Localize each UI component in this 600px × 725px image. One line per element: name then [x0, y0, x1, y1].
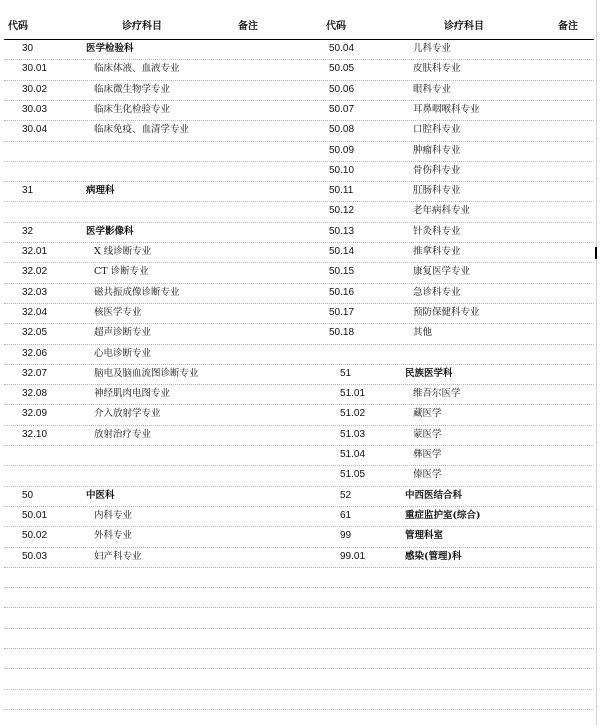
left-row-dept: 磁共振成像诊断专业 — [94, 287, 180, 298]
left-row-code: 30.03 — [22, 104, 48, 115]
right-row-code: 50.15 — [329, 266, 355, 277]
right-row-dept: 蒙医学 — [413, 429, 442, 440]
right-row-dept: 肛肠科专业 — [413, 185, 461, 196]
right-row-dept: 感染(管理)科 — [405, 551, 462, 562]
left-row-dept: 介入放射学专业 — [94, 408, 161, 419]
left-row-code: 30.02 — [22, 84, 48, 95]
row-separator — [4, 689, 594, 690]
left-row-dept: 妇产科专业 — [94, 551, 142, 562]
right-row-dept: 民族医学科 — [405, 368, 453, 379]
left-row-code: 32.08 — [22, 388, 48, 399]
row-separator — [4, 404, 594, 405]
header-right-code: 代码 — [326, 21, 346, 32]
header-right-note: 备注 — [558, 21, 578, 32]
left-row-dept: 神经肌肉电图专业 — [94, 388, 171, 399]
left-row-code: 32.04 — [22, 307, 48, 318]
left-row-code: 32.07 — [22, 368, 48, 379]
header-rule — [4, 39, 594, 40]
row-separator — [4, 607, 594, 608]
left-row-dept: 内科专业 — [94, 510, 133, 521]
right-row-dept: 口腔科专业 — [413, 124, 461, 135]
left-row-code: 30 — [22, 43, 34, 54]
row-separator — [4, 100, 594, 101]
right-row-dept: 针灸科专业 — [413, 226, 461, 237]
text-cursor — [595, 247, 597, 259]
left-row-dept: 临床免疫、血清学专业 — [94, 124, 190, 135]
right-row-dept: 老年病科专业 — [413, 205, 471, 216]
row-separator — [4, 303, 594, 304]
right-row-dept: 儿科专业 — [413, 43, 452, 54]
row-separator — [4, 648, 594, 649]
row-separator — [4, 59, 594, 60]
left-row-code: 32.09 — [22, 408, 48, 419]
row-separator — [4, 465, 594, 466]
right-row-dept: 维吾尔医学 — [413, 388, 461, 399]
row-separator — [4, 242, 594, 243]
left-row-code: 32 — [22, 226, 34, 237]
row-separator — [4, 425, 594, 426]
right-row-dept: 皮肤科专业 — [413, 63, 461, 74]
row-separator — [4, 709, 594, 710]
right-row-code: 52 — [340, 490, 352, 501]
right-row-code: 51.03 — [340, 429, 366, 440]
left-row-dept: 脑电及脑血流图诊断专业 — [94, 368, 199, 379]
right-row-dept: 其他 — [413, 327, 433, 338]
left-row-code: 32.06 — [22, 348, 48, 359]
row-separator — [4, 567, 594, 568]
right-row-code: 51.02 — [340, 408, 366, 419]
row-separator — [4, 222, 594, 223]
left-row-dept: 临床体液、血液专业 — [94, 63, 180, 74]
right-row-dept: 藏医学 — [413, 408, 442, 419]
row-separator — [4, 587, 594, 588]
left-row-code: 50.03 — [22, 551, 48, 562]
left-row-code: 50.01 — [22, 510, 48, 521]
row-separator — [4, 80, 594, 81]
right-row-code: 50.14 — [329, 246, 355, 257]
left-row-dept: 心电诊断专业 — [94, 348, 152, 359]
right-row-dept: 康复医学专业 — [413, 266, 471, 277]
right-row-dept: 耳鼻咽喉科专业 — [413, 104, 480, 115]
row-separator — [4, 384, 594, 385]
left-row-dept: 核医学专业 — [94, 307, 142, 318]
row-separator — [4, 445, 594, 446]
row-separator — [4, 120, 594, 121]
left-row-code: 32.01 — [22, 246, 48, 257]
right-row-dept: 彝医学 — [413, 449, 442, 460]
right-row-code: 51.01 — [340, 388, 366, 399]
header-left-note: 备注 — [238, 21, 258, 32]
header-left-code: 代码 — [8, 21, 28, 32]
right-row-dept: 推拿科专业 — [413, 246, 461, 257]
right-row-code: 51.04 — [340, 449, 366, 460]
right-row-dept: 重症监护室(综合) — [405, 510, 481, 521]
right-row-dept: 管理科室 — [405, 530, 444, 541]
right-row-code: 61 — [340, 510, 352, 521]
left-row-code: 30.04 — [22, 124, 48, 135]
right-row-code: 50.06 — [329, 84, 355, 95]
left-row-dept: 超声诊断专业 — [94, 327, 152, 338]
right-row-dept: 中西医结合科 — [405, 490, 463, 501]
right-row-code: 50.07 — [329, 104, 355, 115]
row-separator — [4, 141, 594, 142]
right-row-code: 50.18 — [329, 327, 355, 338]
row-separator — [4, 486, 594, 487]
row-separator — [4, 323, 594, 324]
right-row-dept: 肿瘤科专业 — [413, 145, 461, 156]
right-row-code: 50.13 — [329, 226, 355, 237]
right-row-code: 50.09 — [329, 145, 355, 156]
right-row-code: 51.05 — [340, 469, 366, 480]
left-row-dept: CT 诊断专业 — [94, 266, 149, 277]
right-row-code: 50.08 — [329, 124, 355, 135]
right-row-dept: 傣医学 — [413, 469, 442, 480]
left-row-dept: 病理科 — [86, 185, 115, 196]
right-row-code: 99.01 — [340, 551, 366, 562]
left-row-dept: X 线诊断专业 — [94, 246, 152, 257]
row-separator — [4, 283, 594, 284]
left-row-code: 50.02 — [22, 530, 48, 541]
right-row-code: 50.04 — [329, 43, 355, 54]
right-row-code: 50.17 — [329, 307, 355, 318]
left-row-dept: 中医科 — [86, 490, 115, 501]
right-row-code: 50.05 — [329, 63, 355, 74]
right-page-edge — [596, 0, 597, 725]
right-row-code: 50.10 — [329, 165, 355, 176]
left-row-dept: 外科专业 — [94, 530, 133, 541]
right-row-dept: 骨伤科专业 — [413, 165, 461, 176]
left-row-code: 32.10 — [22, 429, 48, 440]
row-separator — [4, 364, 594, 365]
left-row-dept: 医学检验科 — [86, 43, 134, 54]
row-separator — [4, 668, 594, 669]
row-separator — [4, 628, 594, 629]
row-separator — [4, 161, 594, 162]
row-separator — [4, 506, 594, 507]
row-separator — [4, 526, 594, 527]
right-row-code: 50.16 — [329, 287, 355, 298]
row-separator — [4, 262, 594, 263]
left-row-dept: 临床生化检验专业 — [94, 104, 171, 115]
header-right-dept: 诊疗科目 — [444, 21, 484, 32]
left-row-dept: 放射治疗专业 — [94, 429, 152, 440]
row-separator — [4, 181, 594, 182]
header-left-dept: 诊疗科目 — [122, 21, 162, 32]
right-row-code: 51 — [340, 368, 352, 379]
left-row-code: 32.03 — [22, 287, 48, 298]
left-row-code: 50 — [22, 490, 34, 501]
right-row-code: 99 — [340, 530, 352, 541]
row-separator — [4, 344, 594, 345]
right-row-code: 50.11 — [329, 185, 354, 196]
left-row-code: 32.05 — [22, 327, 48, 338]
left-row-code: 32.02 — [22, 266, 48, 277]
row-separator — [4, 201, 594, 202]
right-row-dept: 预防保健科专业 — [413, 307, 480, 318]
right-row-dept: 急诊科专业 — [413, 287, 461, 298]
right-row-dept: 眼科专业 — [413, 84, 452, 95]
left-row-dept: 医学影像科 — [86, 226, 134, 237]
left-row-code: 31 — [22, 185, 34, 196]
left-row-dept: 临床微生物学专业 — [94, 84, 171, 95]
left-row-code: 30.01 — [22, 63, 48, 74]
right-row-code: 50.12 — [329, 205, 355, 216]
row-separator — [4, 547, 594, 548]
